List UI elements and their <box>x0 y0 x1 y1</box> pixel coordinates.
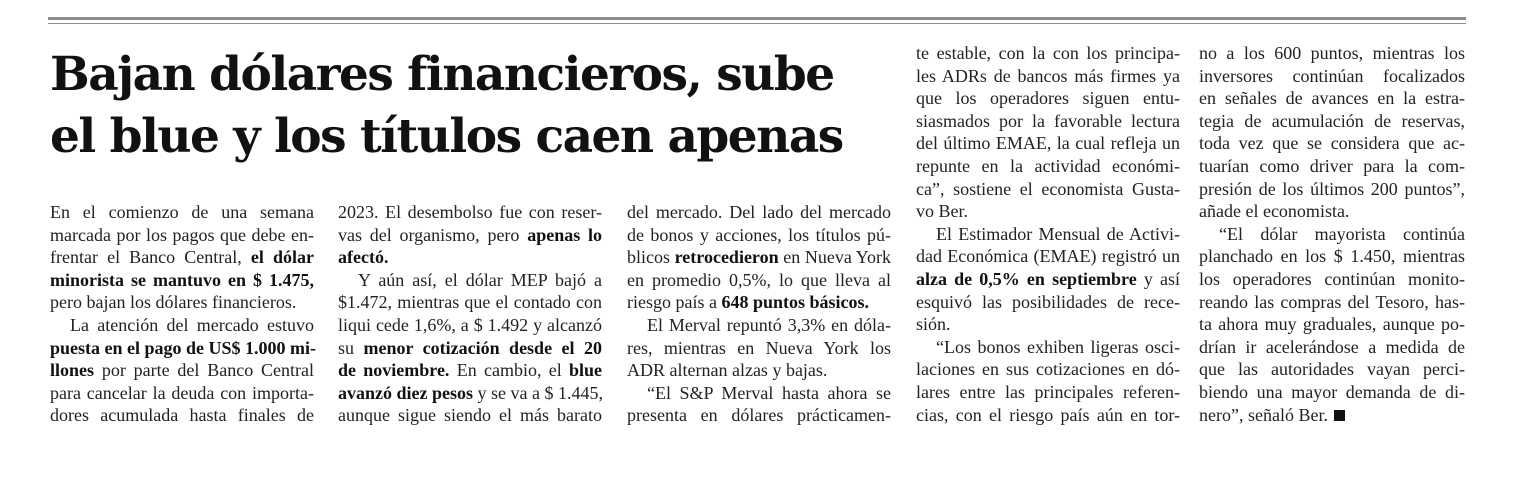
bold-text: puesta en el pago de US$ 1.000 mi- <box>50 337 317 358</box>
text-line <box>916 404 1180 427</box>
text-line <box>627 224 891 247</box>
body-text: para cancelar la deuda con importa- <box>50 382 314 403</box>
body-text: dad Económica (EMAE) registró un <box>916 246 1180 267</box>
body-text: presión de los últimos 200 puntos”, <box>1199 178 1465 199</box>
text-line <box>1199 132 1465 155</box>
text-line <box>627 269 891 292</box>
text-line <box>916 155 1180 178</box>
bold-text: avanzó diez pesos <box>338 382 473 403</box>
text-line <box>338 224 602 247</box>
body-text: biendo una mayor demanda de di- <box>1199 381 1465 402</box>
body-text: En cambio, el <box>449 360 569 381</box>
text-line <box>627 359 891 382</box>
text-line <box>627 314 891 337</box>
text-line <box>1199 87 1465 110</box>
text-line <box>916 313 1180 336</box>
text-line <box>50 269 314 292</box>
body-text: añade el economista. <box>1199 201 1350 222</box>
body-text: drían ir acelerándose a medida de <box>1199 336 1465 357</box>
bold-text: menor cotización desde el 20 <box>363 337 602 358</box>
bold-text: el dólar <box>250 247 314 268</box>
body-text: 2023. El desembolso fue con reser- <box>338 202 602 222</box>
body-text: “El dólar mayorista continúa <box>1219 223 1465 244</box>
body-text: cias, con el riesgo país aún en tor- <box>916 404 1180 425</box>
body-text: marcada por los pagos que debe en- <box>50 224 314 245</box>
headline-line: Bajan dólares financieros, sube <box>50 47 834 102</box>
bold-text: retrocedieron <box>674 247 779 268</box>
body-text: planchado en los $ 1.450, mientras <box>1199 246 1465 267</box>
body-text: siasmados por la favorable lectura <box>916 110 1180 131</box>
body-text: En el comienzo de una semana <box>50 202 314 222</box>
text-line <box>1199 245 1465 268</box>
text-line <box>1199 313 1465 336</box>
body-text: frentar el Banco Central, <box>50 247 251 268</box>
text-line <box>50 291 314 314</box>
text-line <box>1199 110 1465 133</box>
body-text: aunque sigue siendo el más barato <box>338 405 602 426</box>
body-text: presenta en dólares prácticamen- <box>627 405 891 426</box>
text-line <box>627 291 891 314</box>
text-line <box>338 314 602 337</box>
body-text: tuarían como driver para la com- <box>1199 155 1465 176</box>
text-line <box>338 246 602 269</box>
body-text: liqui cede 1,6%, a $ 1.492 y alcanzó <box>338 314 602 335</box>
text-line <box>1199 336 1465 359</box>
article-column-5 <box>1199 42 1465 426</box>
text-line <box>1199 404 1465 427</box>
body-text: ta ahora muy graduales, aunque po- <box>1199 314 1465 335</box>
text-line <box>916 336 1180 359</box>
body-text: esquivó las posibilidades de rece- <box>916 291 1180 312</box>
body-text: del último EMAE, la cual refleja un <box>916 133 1180 154</box>
text-line <box>50 382 314 405</box>
bold-text: de noviembre. <box>338 360 450 381</box>
body-text: sión. <box>916 314 951 335</box>
body-text: ADR alternan alzas y bajas. <box>627 360 828 381</box>
text-line <box>50 314 314 337</box>
bold-text: alza de 0,5% en septiembre <box>916 268 1137 289</box>
body-text: su <box>338 337 364 358</box>
body-text: en señales de avances en la estra- <box>1199 88 1465 109</box>
text-line <box>916 245 1180 268</box>
body-text: “Los bonos exhiben ligeras osci- <box>936 336 1180 357</box>
text-line <box>916 291 1180 314</box>
top-rule <box>48 17 1466 20</box>
body-text: laciones en sus cotizaciones en dó- <box>916 359 1180 380</box>
body-text: repunte en la actividad económi- <box>916 155 1180 176</box>
bold-text: blue <box>568 360 602 381</box>
text-line <box>916 381 1180 404</box>
body-text: toda vez que se considera que ac- <box>1199 133 1465 154</box>
text-line <box>338 337 602 360</box>
body-text: Y aún así, el dólar MEP bajó a <box>358 269 602 290</box>
body-text: “El S&P Merval hasta ahora se <box>647 382 891 403</box>
article-column-3 <box>627 201 891 427</box>
body-text: La atención del mercado estuvo <box>70 314 314 335</box>
body-text: los operadores continúan monito- <box>1199 268 1465 289</box>
text-line <box>916 87 1180 110</box>
text-line <box>50 224 314 247</box>
text-line <box>338 291 602 314</box>
body-text: $1.472, mientras que el contado con <box>338 292 602 313</box>
body-text: riesgo país a <box>627 292 722 313</box>
text-line <box>1199 65 1465 88</box>
text-line <box>1199 178 1465 201</box>
body-text: que los operadores siguen entu- <box>916 88 1180 109</box>
text-line <box>627 404 891 427</box>
text-line <box>50 404 314 427</box>
body-text: inversores continúan focalizados <box>1199 65 1465 86</box>
text-line <box>627 337 891 360</box>
body-text: que las autoridades vayan perci- <box>1199 359 1465 380</box>
text-line <box>916 65 1180 88</box>
text-line <box>916 223 1180 246</box>
article-column-4 <box>916 42 1180 426</box>
body-text: El Estimador Mensual de Activi- <box>936 223 1180 244</box>
headline-line: el blue y los títulos caen apenas <box>50 109 843 164</box>
body-text: dores acumulada hasta finales de <box>50 405 314 426</box>
text-line <box>1199 155 1465 178</box>
text-line <box>916 178 1180 201</box>
body-text: te estable, con la con los principa- <box>916 43 1180 63</box>
body-text: y así <box>1136 268 1181 289</box>
headline <box>50 44 930 168</box>
text-line <box>627 246 891 269</box>
article-column-2 <box>338 201 602 427</box>
body-text: por parte del Banco Central <box>94 360 314 381</box>
end-mark-icon <box>1334 410 1345 421</box>
body-text: en promedio 0,5%, lo que lleva al <box>627 269 891 290</box>
text-line <box>338 382 602 405</box>
bold-text: apenas lo <box>527 224 602 245</box>
top-rule-thin <box>48 23 1466 24</box>
text-line <box>916 268 1180 291</box>
text-line <box>1199 200 1465 223</box>
text-line <box>627 201 891 224</box>
text-line <box>1199 358 1465 381</box>
text-line <box>1199 268 1465 291</box>
body-text: en Nueva York <box>778 247 891 268</box>
article-column-1 <box>50 201 317 427</box>
text-line <box>1199 42 1465 65</box>
body-text: les ADRs de bancos más firmes ya <box>916 65 1180 86</box>
text-line <box>627 382 891 405</box>
text-line <box>1199 381 1465 404</box>
text-line <box>338 359 602 382</box>
body-text: vo Ber. <box>916 201 968 222</box>
text-line <box>916 132 1180 155</box>
text-line <box>338 201 602 224</box>
body-text: vas del organismo, pero <box>338 224 528 245</box>
bold-text: llones <box>50 360 95 381</box>
bold-text: afectó. <box>338 247 389 268</box>
text-line <box>916 200 1180 223</box>
body-text: y se va a $ 1.445, <box>473 382 603 403</box>
text-line <box>50 246 314 269</box>
body-text: tegia de acumulación de reservas, <box>1199 110 1465 131</box>
bold-text: minorista se mantuvo en $ 1.475, <box>50 269 314 290</box>
text-line <box>50 337 317 360</box>
body-text: res, mientras en Nueva York los <box>627 337 891 358</box>
body-text: ca”, sostiene el economista Gusta- <box>916 178 1180 199</box>
body-text: El Merval repuntó 3,3% en dóla- <box>647 314 891 335</box>
body-text: de bonos y acciones, los títulos pú- <box>627 224 891 245</box>
text-line <box>338 269 602 292</box>
body-text: blicos <box>627 247 675 268</box>
text-line <box>916 110 1180 133</box>
text-line <box>916 358 1180 381</box>
body-text: nero”, señaló Ber. <box>1199 404 1328 425</box>
body-text: del mercado. Del lado del mercado <box>627 202 891 222</box>
bold-text: 648 puntos básicos. <box>721 292 870 313</box>
body-text: no a los 600 puntos, mientras los <box>1199 43 1465 63</box>
text-line <box>50 201 314 224</box>
text-line <box>1199 291 1465 314</box>
body-text: lares entre las principales referen- <box>916 381 1180 402</box>
text-line <box>1199 223 1465 246</box>
body-text: reando las compras del Tesoro, has- <box>1199 291 1465 312</box>
body-text: pero bajan los dólares financieros. <box>50 292 297 313</box>
text-line <box>916 42 1180 65</box>
text-line <box>338 404 602 427</box>
text-line <box>50 359 314 382</box>
